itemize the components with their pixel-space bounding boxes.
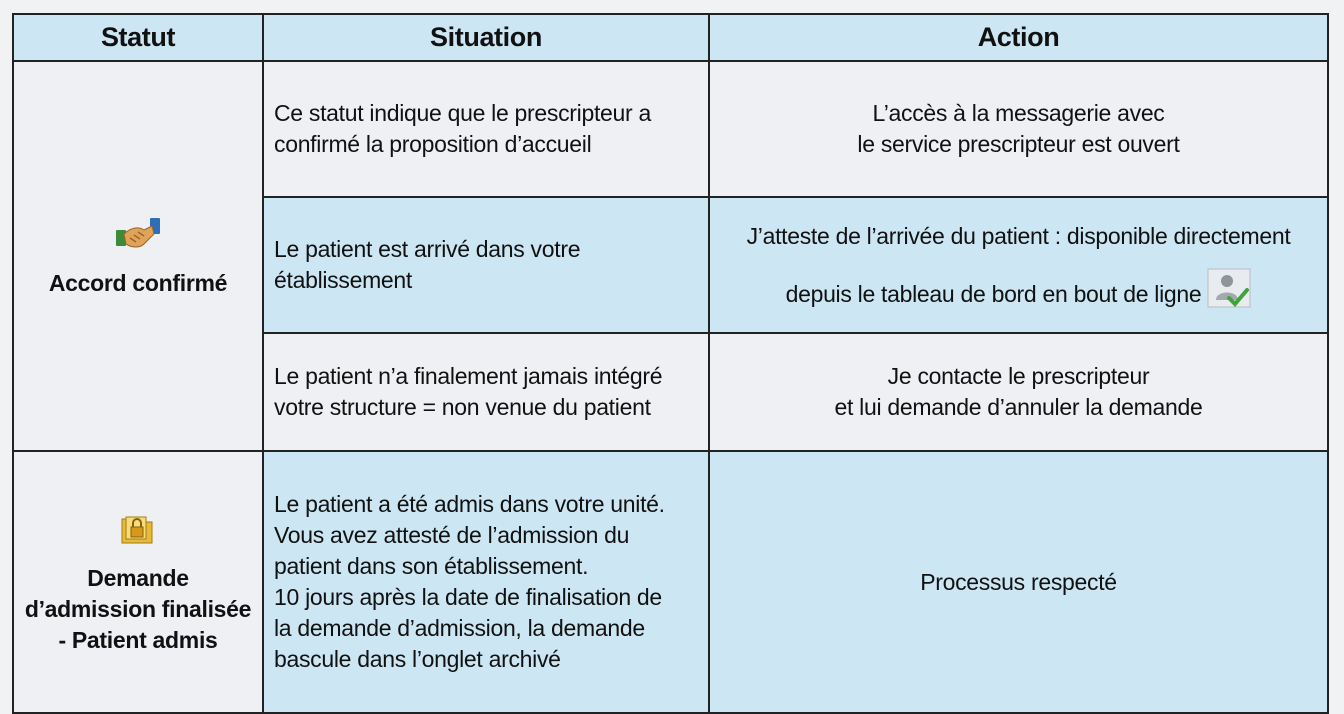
action-line: Processus respecté xyxy=(920,568,1117,595)
user-check-icon[interactable] xyxy=(1207,268,1251,308)
status-table xyxy=(12,13,1329,714)
action-cell xyxy=(709,197,1328,333)
handshake-icon xyxy=(114,214,162,254)
situation-line: bascule dans l’onglet archivé xyxy=(274,646,561,672)
situation-line: établissement xyxy=(274,267,413,293)
situation-line: Le patient est arrivé dans votre xyxy=(274,236,581,262)
action-line-with-icon xyxy=(720,268,1317,310)
status-table-frame xyxy=(12,13,1327,672)
situation-cell xyxy=(263,61,709,197)
table-row xyxy=(13,61,1328,197)
action-cell xyxy=(709,61,1328,197)
action-line: le service prescripteur est ouvert xyxy=(857,131,1180,157)
situation-line: Vous avez attesté de l’admission du xyxy=(274,522,630,548)
situation-cell xyxy=(263,197,709,333)
action-cell xyxy=(709,451,1328,713)
situation-cell xyxy=(263,333,709,451)
situation-line: Le patient a été admis dans votre unité. xyxy=(274,491,665,517)
situation-line: la demande d’admission, la demande xyxy=(274,615,645,641)
situation-line: 10 jours après la date de finalisation de xyxy=(274,584,662,610)
action-line: et lui demande d’annuler la demande xyxy=(834,394,1203,420)
header-action: Action xyxy=(709,14,1328,61)
statut-label-accord: Accord confirmé xyxy=(48,269,228,296)
statut-label-line: d’admission finalisée xyxy=(24,595,252,622)
situation-line: patient dans son établissement. xyxy=(274,553,589,579)
situation-line: Ce statut indique que le prescripteur a xyxy=(274,100,651,126)
statut-cell-admis xyxy=(13,451,263,713)
statut-cell-accord xyxy=(13,61,263,451)
table-row xyxy=(13,451,1328,713)
situation-line: confirmé la proposition d’accueil xyxy=(274,131,592,157)
action-line: L’accès à la messagerie avec xyxy=(872,100,1165,126)
statut-label-line: Demande xyxy=(87,564,189,591)
table-header-row xyxy=(13,14,1328,61)
situation-line: votre structure = non venue du patient xyxy=(274,394,651,420)
folder-lock-icon xyxy=(118,509,158,549)
action-line: Je contacte le prescripteur xyxy=(887,363,1150,389)
header-statut: Statut xyxy=(13,14,263,61)
action-line: J’atteste de l’arrivée du patient : disponible directement xyxy=(746,222,1291,249)
situation-cell xyxy=(263,451,709,713)
action-cell xyxy=(709,333,1328,451)
situation-line: Le patient n’a finalement jamais intégré xyxy=(274,363,663,389)
action-line: depuis le tableau de bord en bout de ligne xyxy=(785,280,1202,307)
header-situation: Situation xyxy=(263,14,709,61)
statut-label-line: - Patient admis xyxy=(58,626,218,653)
